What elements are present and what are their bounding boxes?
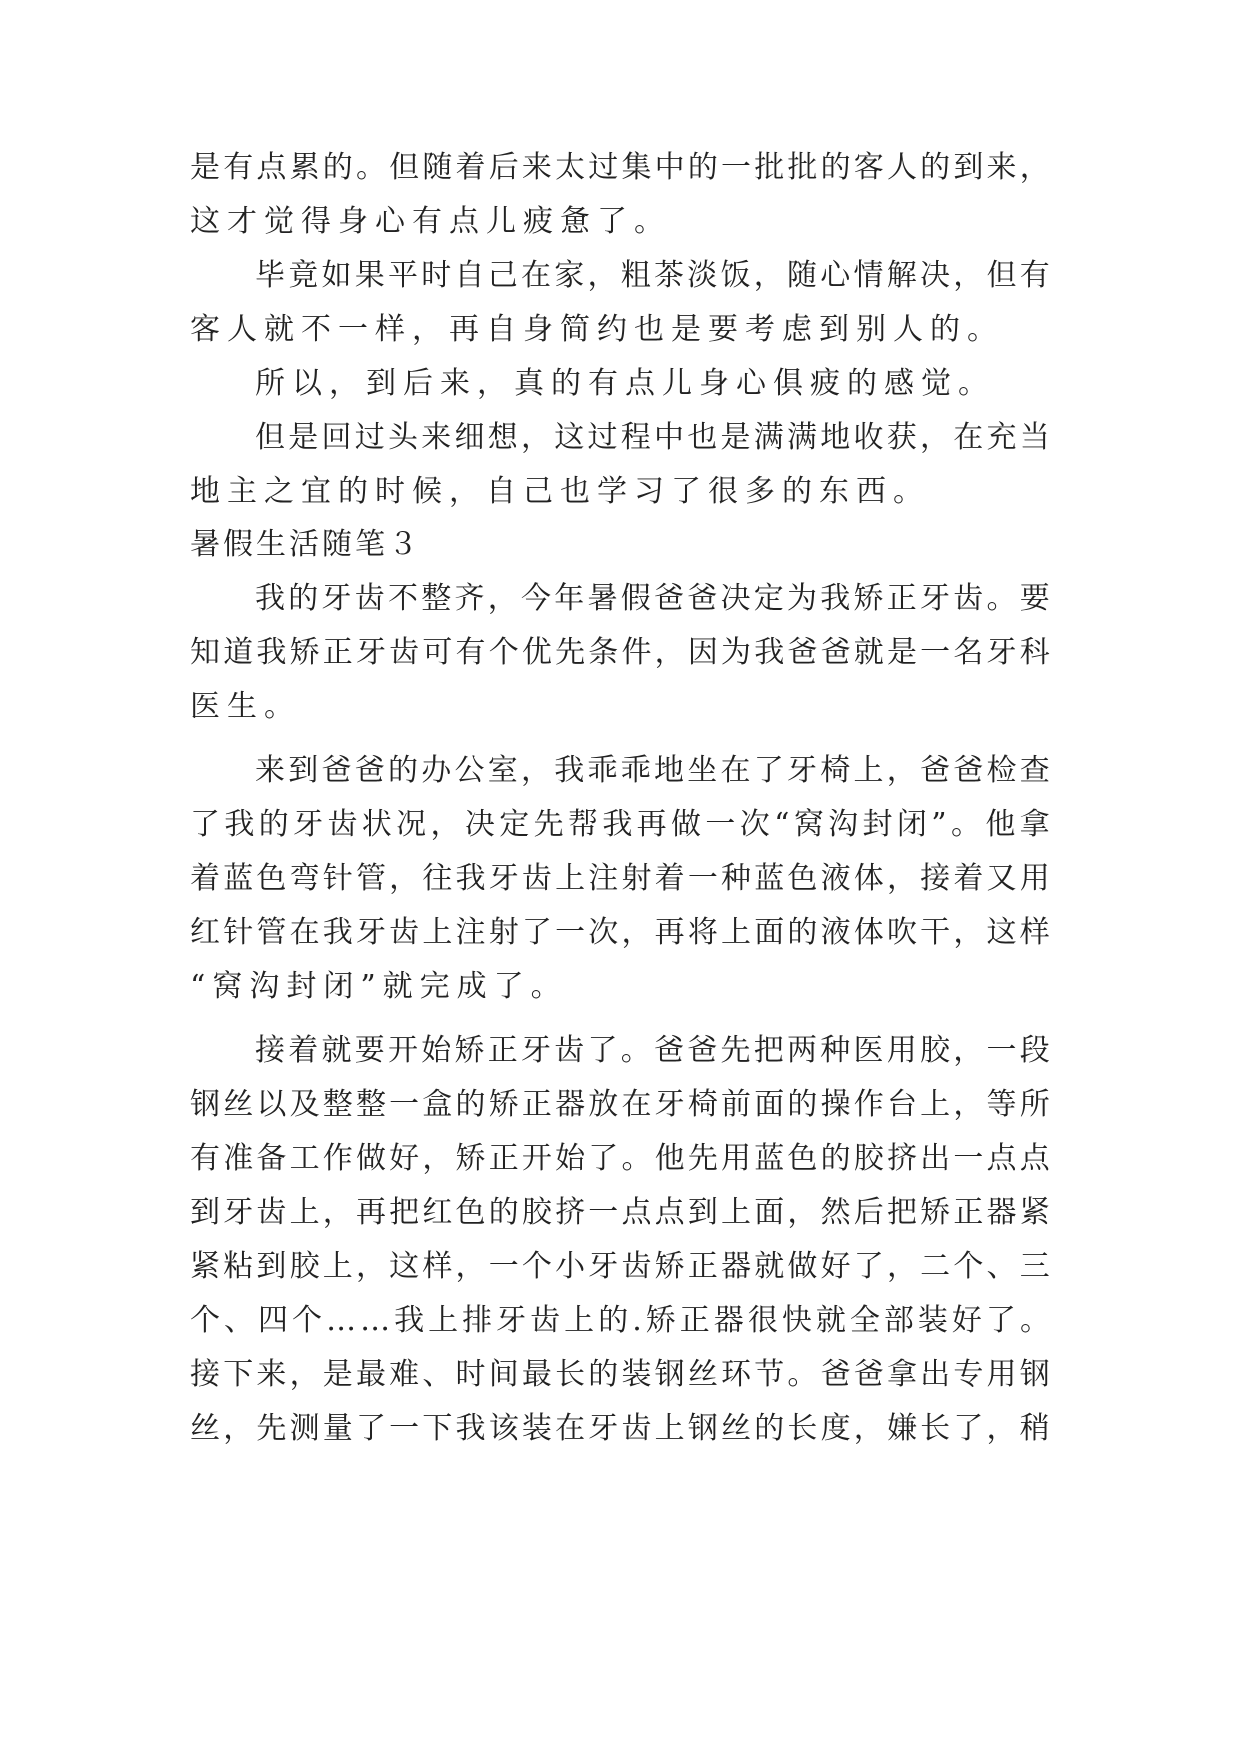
text-line: 这才觉得身心有点儿疲惫了。 [190,204,671,239]
paragraph-first-line: 但 是 回 过 头 来 细 想 ， 这 过 程 中 也 是 满 满 地 收 获 ， 在 充 当 [255,420,1050,455]
text-line: 知 道 我 矫 正 牙 齿 可 有 个 优 先 条 件 ， 因 为 我 爸 爸 就 是 一 名 牙 科 [190,635,1050,670]
text-line: 客人就不一样，再自身简约也是要考虑到别人的。 [190,312,1004,347]
text-line: 是 有 点 累 的 。 但 随 着 后 来 太 过 集 中 的 一 批 批 的 客 人 的 到 来 ， [190,150,1050,185]
paragraph-first-line: 所以，到后来，真的有点儿身心俱疲的感觉。 [255,366,995,401]
text-line: 到 牙 齿 上 ， 再 把 红 色 的 胶 挤 一 点 点 到 上 面 ， 然 后 把 矫 正 器 紧 [190,1195,1050,1230]
text-line: 了 我 的 牙 齿 状 况 ， 决 定 先 帮 我 再 做 一 次 “ 窝 沟 封 闭 ” 。 他 拿 [190,807,1050,842]
section-heading: 暑假生活随笔３ [190,527,421,562]
paragraph-first-line: 来 到 爸 爸 的 办 公 室 ， 我 乖 乖 地 坐 在 了 牙 椅 上 ， 爸 爸 检 查 [255,753,1050,788]
paragraph-first-line: 我 的 牙 齿 不 整 齐 ， 今 年 暑 假 爸 爸 决 定 为 我 矫 正 牙 齿 。 要 [255,581,1050,616]
text-line: 着 蓝 色 弯 针 管 ， 往 我 牙 齿 上 注 射 着 一 种 蓝 色 液 体 ， 接 着 又 用 [190,861,1050,896]
text-line: 医生。 [190,689,301,724]
text-line: 丝 ， 先 测 量 了 一 下 我 该 装 在 牙 齿 上 钢 丝 的 长 度 ， 嫌 长 了 ， 稍 [190,1411,1050,1446]
text-line: 个 、 四 个 … … 我 上 排 牙 齿 上 的 . 矫 正 器 很 快 就 全 部 装 好 了 。 [190,1303,1050,1338]
paragraph-first-line: 接 着 就 要 开 始 矫 正 牙 齿 了 。 爸 爸 先 把 两 种 医 用 胶 ， 一 段 [255,1033,1050,1068]
text-line: 钢 丝 以 及 整 整 一 盒 的 矫 正 器 放 在 牙 椅 前 面 的 操 作 台 上 ， 等 所 [190,1087,1050,1122]
text-line: 有 准 备 工 作 做 好 ， 矫 正 开 始 了 。 他 先 用 蓝 色 的 胶 挤 出 一 点 点 [190,1141,1050,1176]
text-line: 红 针 管 在 我 牙 齿 上 注 射 了 一 次 ， 再 将 上 面 的 液 体 吹 干 ， 这 样 [190,915,1050,950]
text-line: “窝沟封闭”就完成了。 [190,969,568,1004]
text-line: 地主之宜的时候，自己也学习了很多的东西。 [190,474,930,509]
text-line: 接 下 来 ， 是 最 难 、 时 间 最 长 的 装 钢 丝 环 节 。 爸 爸 拿 出 专 用 钢 [190,1357,1050,1392]
paragraph-first-line: 毕 竟 如 果 平 时 自 己 在 家 ， 粗 茶 淡 饭 ， 随 心 情 解 决 ， 但 有 [255,258,1050,293]
text-line: 紧 粘 到 胶 上 ， 这 样 ， 一 个 小 牙 齿 矫 正 器 就 做 好 了 ， 二 个 、 三 [190,1249,1050,1284]
